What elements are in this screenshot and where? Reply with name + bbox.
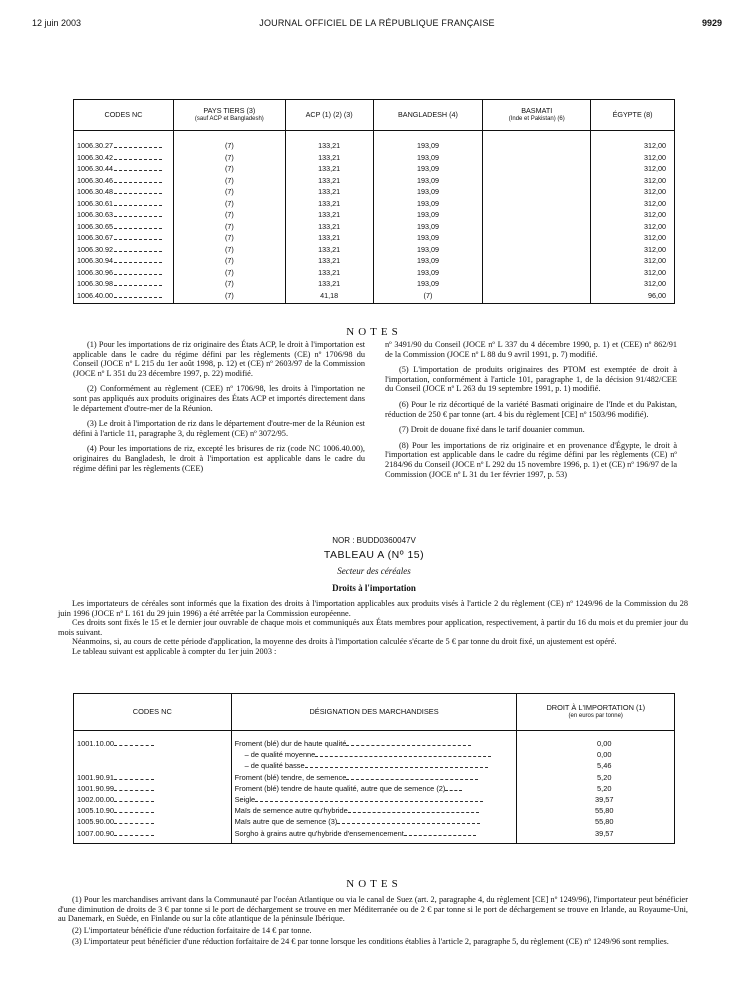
table-row	[74, 163, 675, 175]
value-cell: (7)	[173, 163, 285, 175]
col-egypte: ÉGYPTE (8)	[591, 100, 675, 131]
value-cell: (7)	[173, 186, 285, 198]
table-row	[74, 784, 675, 795]
table-row	[74, 773, 675, 784]
designation-cell: – de qualité moyenne	[231, 750, 517, 761]
leader-dots	[114, 739, 154, 746]
leader-dots	[114, 256, 162, 263]
value-cell: 133,21	[285, 152, 373, 164]
value-cell: 193,09	[373, 186, 483, 198]
page-header	[32, 18, 722, 32]
table-row	[74, 255, 675, 267]
body-paragraph: Néanmoins, si, au cours de cette période d'application, la moyenne des droits à l'importation calculée s'écarte de 5 € par tonne du droit fixé, un ajustement est opéré.	[72, 637, 617, 646]
value-cell: (7)	[173, 209, 285, 221]
value-cell: 312,00	[591, 221, 675, 233]
value-cell: 193,09	[373, 198, 483, 210]
leader-dots	[114, 222, 162, 229]
value-cell: 133,21	[285, 163, 373, 175]
sector-title: Secteur des céréales	[337, 566, 411, 576]
code-cell: 1006.30.42	[74, 152, 174, 164]
duty-cell: 55,80	[517, 806, 675, 817]
designation-cell: – de qualité basse	[231, 761, 517, 772]
value-cell	[483, 152, 591, 164]
note-paragraph: (1) Pour les marchandises arrivant dans la Communauté par l'océan Atlantique ou via le canal de Suez (art. 2, paragraphe 4, du règlement [CE] nº 1249/96), l'importateur peut bénéficier d'une diminution de droits de 3 € par tonne si le port de déchargement se trouve en mer Méditerranée ou de 2 € par tonne si le port de déchargement se trouve en Irlande, au Royaume-Uni, au Danemark, en Suède, en Finlande ou sur la côte atlantique de la péninsule Ibérique.	[58, 895, 688, 923]
code-cell: 1006.30.27	[74, 131, 174, 152]
leader-dots	[346, 739, 470, 746]
note-paragraph: (2) L'importateur bénéficie d'une réduction forfaitaire de 14 € par tonne.	[72, 925, 312, 935]
table-row	[74, 198, 675, 210]
page-number: 9929	[701, 18, 722, 28]
journal-title: JOURNAL OFFICIEL DE LA RÉPUBLIQUE FRANÇAISE	[259, 18, 495, 28]
notes-left-column	[73, 340, 365, 479]
code-cell: 1006.30.61	[74, 198, 174, 210]
leader-dots	[445, 784, 462, 791]
code-cell: 1006.30.98	[74, 278, 174, 290]
value-cell: (7)	[173, 152, 285, 164]
value-cell: 312,00	[591, 255, 675, 267]
code-cell: 1005.10.90	[74, 806, 232, 817]
code-cell: 1006.30.65	[74, 221, 174, 233]
value-cell: (7)	[173, 198, 285, 210]
code-cell: 1001.90.99	[74, 784, 232, 795]
note-paragraph: (6) Pour le riz décortiqué de la variété Basmati originaire de l'Inde et du Pakistan, réduction de 250 € par tonne (art. 4 bis du règlement [CE] nº 1503/96 modifié).	[385, 399, 677, 419]
notes2-title: NOTES	[346, 878, 402, 890]
leader-dots	[114, 153, 162, 160]
note-paragraph: (1) Pour les importations de riz originaire des États ACP, le droit à l'importation est applicable dans le cadre du régime défini par les règlements (CE) nº 1706/98 du Conseil (JOCE nº L 215 du 1er août 1998, p. 12) et (CE) nº 2603/97 de la Commission (JOCE nº L 351 du 23 décembre 1997, p. 22) modifié.	[73, 340, 365, 378]
leader-dots	[114, 199, 162, 206]
leader-dots	[114, 279, 162, 286]
code-cell: 1001.90.91	[74, 773, 232, 784]
col-pays-tiers: PAYS TIERS (3) (sauf ACP et Bangladesh)	[173, 100, 285, 131]
table-row	[74, 806, 675, 817]
code-cell: 1002.00.00	[74, 795, 232, 806]
duty-cell: 39,57	[517, 795, 675, 806]
code-cell: 1006.30.44	[74, 163, 174, 175]
value-cell: 193,09	[373, 163, 483, 175]
duty-cell: 5,46	[517, 761, 675, 772]
code-cell: 1006.30.48	[74, 186, 174, 198]
table-row	[74, 209, 675, 221]
leader-dots	[114, 176, 162, 183]
note-paragraph: (4) Pour les importations de riz, excepté les brisures de riz (code NC 1006.40.00), originaires du Bangladesh, le droit à l'importation est applicable dans le cadre du régime défini par les règlements (CEE)	[73, 444, 365, 473]
value-cell: 312,00	[591, 244, 675, 256]
value-cell: (7)	[173, 255, 285, 267]
col-designation: DÉSIGNATION DES MARCHANDISES	[231, 694, 517, 731]
col-bangladesh: BANGLADESH (4)	[373, 100, 483, 131]
table-row	[74, 829, 675, 844]
value-cell	[483, 131, 591, 152]
value-cell: 193,09	[373, 232, 483, 244]
value-cell	[483, 255, 591, 267]
duty-cell: 0,00	[517, 750, 675, 761]
leader-dots	[348, 806, 480, 813]
designation-cell: Froment (blé) tendre, de semence	[231, 773, 517, 784]
value-cell: 193,09	[373, 209, 483, 221]
note-paragraph: (2) Conformément au règlement (CEE) nº 1706/98, les droits à l'importation ne sont pas appliqués aux produits originaires des États ACP et importés directement dans le département d'outre-mer de la Réunion.	[73, 384, 365, 413]
value-cell: 133,21	[285, 175, 373, 187]
table-row	[74, 186, 675, 198]
table-row	[74, 175, 675, 187]
col-droit: DROIT À L'IMPORTATION (1) (en euros par tonne)	[517, 694, 675, 731]
value-cell: (7)	[173, 290, 285, 304]
leader-dots	[114, 164, 162, 171]
duty-cell: 5,20	[517, 773, 675, 784]
value-cell	[483, 267, 591, 279]
table-row	[74, 750, 675, 761]
value-cell: 312,00	[591, 278, 675, 290]
duty-cell: 0,00	[517, 731, 675, 751]
table-row	[74, 731, 675, 751]
value-cell	[483, 290, 591, 304]
value-cell: 133,21	[285, 278, 373, 290]
note-paragraph: (3) L'importateur peut bénéficier d'une réduction forfaitaire de 24 € par tonne lorsque les conditions établies à l'article 2, paragraphe 5, du règlement (CE) nº 1249/96 sont remplies.	[72, 937, 669, 946]
value-cell	[483, 175, 591, 187]
value-cell: (7)	[173, 221, 285, 233]
value-cell	[483, 244, 591, 256]
import-duties-title: Droits à l'importation	[332, 583, 416, 593]
code-cell: 1007.00.90	[74, 829, 232, 844]
designation-cell: Maïs de semence autre qu'hybride	[231, 806, 517, 817]
leader-dots	[114, 795, 154, 802]
code-cell: 1006.30.96	[74, 267, 174, 279]
notes2-body	[58, 895, 688, 949]
value-cell: 96,00	[591, 290, 675, 304]
value-cell: 312,00	[591, 198, 675, 210]
value-cell: 133,21	[285, 198, 373, 210]
value-cell: (7)	[373, 290, 483, 304]
value-cell	[483, 232, 591, 244]
table-row	[74, 290, 675, 304]
value-cell	[483, 209, 591, 221]
note-paragraph: (7) Droit de douane fixé dans le tarif douanier commun.	[399, 425, 585, 435]
leader-dots	[255, 795, 483, 802]
code-cell: 1006.30.92	[74, 244, 174, 256]
table-header-row	[74, 100, 675, 131]
code-cell: 1006.30.63	[74, 209, 174, 221]
leader-dots	[337, 817, 480, 824]
value-cell: 193,09	[373, 255, 483, 267]
code-cell: 1006.30.67	[74, 232, 174, 244]
code-cell: 1005.90.00	[74, 817, 232, 828]
designation-cell: Seigle	[231, 795, 517, 806]
value-cell: 133,21	[285, 267, 373, 279]
code-cell	[74, 761, 232, 772]
note-paragraph: (8) Pour les importations de riz originaire et en provenance d'Égypte, le droit à l'importation est applicable dans le cadre du régime défini par les règlements (CE) nº 2184/96 du Conseil (JOCE nº L 292 du 15 novembre 1996, p. 1) et (CE) nº 196/97 de la Commission (JOCE nº L 31 du 1er février 1997, p. 53)	[385, 440, 677, 479]
rice-duties-table	[73, 99, 675, 304]
leader-dots	[114, 233, 162, 240]
table-row	[74, 817, 675, 828]
value-cell: 193,09	[373, 244, 483, 256]
table-row	[74, 152, 675, 164]
code-cell	[74, 750, 232, 761]
header-date: 12 juin 2003	[32, 18, 82, 28]
duty-cell: 5,20	[517, 784, 675, 795]
value-cell: 193,09	[373, 267, 483, 279]
col-codes-nc: CODES NC	[74, 694, 232, 731]
value-cell: (7)	[173, 232, 285, 244]
note-paragraph: (5) L'importation de produits originaires des PTOM est exemptée de droit à l'importation, conformément à l'article 101, paragraphe 1, de la décision 91/482/CEE du Conseil (JOCE nº L 263 du 19 septembre 1991, p. 1) modifié.	[385, 365, 677, 394]
value-cell: 312,00	[591, 163, 675, 175]
leader-dots	[404, 829, 476, 836]
value-cell: 193,09	[373, 152, 483, 164]
leader-dots	[114, 268, 162, 275]
value-cell: 133,21	[285, 209, 373, 221]
leader-dots	[114, 245, 162, 252]
body-paragraph: Ces droits sont fixés le 15 et le dernier jour ouvrable de chaque mois et communiqués aux États membres pour application, respectivement, à partir du 16 du mois et du premier jour du mois suivant.	[58, 618, 688, 637]
body-paragraph: Les importateurs de céréales sont informés que la fixation des droits à l'importation applicables aux produits visés à l'article 2 du règlement (CE) nº 1249/96 de la Commission du 28 juin 1996 (JOCE nº L 161 du 29 juin 1996) a été arrêtée par la Commission européenne.	[58, 599, 688, 618]
cereal-duties-table	[73, 693, 675, 844]
note-paragraph: nº 3491/90 du Conseil (JOCE nº L 337 du 4 décembre 1990, p. 1) et (CEE) nº 862/91 de la Commission (JOCE nº L 88 du 9 avril 1991, p. 7) modifié.	[385, 340, 677, 359]
value-cell: 312,00	[591, 209, 675, 221]
value-cell: 312,00	[591, 131, 675, 152]
value-cell: 133,21	[285, 221, 373, 233]
body-paragraph: Le tableau suivant est applicable à compter du 1er juin 2003 :	[72, 646, 277, 656]
designation-cell: Sorgho à grains autre qu'hybride d'ensemencement	[231, 829, 517, 844]
leader-dots	[114, 817, 154, 824]
value-cell: 312,00	[591, 232, 675, 244]
designation-cell: Maïs autre que de semence (3)	[231, 817, 517, 828]
value-cell	[483, 278, 591, 290]
code-cell: 1001.10.00	[74, 731, 232, 751]
value-cell: 312,00	[591, 175, 675, 187]
leader-dots	[114, 141, 162, 148]
leader-dots	[114, 784, 154, 791]
value-cell	[483, 163, 591, 175]
value-cell: (7)	[173, 244, 285, 256]
table-row	[74, 761, 675, 772]
leader-dots	[315, 750, 491, 757]
table-row	[74, 267, 675, 279]
duty-cell: 55,80	[517, 817, 675, 828]
col-basmati: BASMATI (Inde et Pakistan) (6)	[483, 100, 591, 131]
nor-reference: NOR : BUDD0360047V	[332, 536, 416, 545]
code-cell: 1006.30.94	[74, 255, 174, 267]
section-body	[58, 599, 688, 656]
value-cell: 193,09	[373, 175, 483, 187]
value-cell: 133,21	[285, 255, 373, 267]
table-a-title: TABLEAU A (Nº 15)	[323, 549, 425, 561]
notes-title: NOTES	[346, 326, 402, 338]
value-cell: 193,09	[373, 221, 483, 233]
value-cell: 41,18	[285, 290, 373, 304]
table-row	[74, 244, 675, 256]
table-row	[74, 232, 675, 244]
value-cell: 133,21	[285, 244, 373, 256]
value-cell	[483, 198, 591, 210]
value-cell: 312,00	[591, 186, 675, 198]
leader-dots	[114, 210, 162, 217]
value-cell: (7)	[173, 175, 285, 187]
leader-dots	[114, 773, 154, 780]
col-codes-nc: CODES NC	[74, 100, 174, 131]
leader-dots	[114, 187, 162, 194]
leader-dots	[114, 806, 154, 813]
value-cell: 312,00	[591, 152, 675, 164]
value-cell: 193,09	[373, 278, 483, 290]
code-cell: 1006.40.00	[74, 290, 174, 304]
value-cell: (7)	[173, 131, 285, 152]
duty-cell: 39,57	[517, 829, 675, 844]
value-cell	[483, 221, 591, 233]
leader-dots	[346, 773, 478, 780]
col-acp: ACP (1) (2) (3)	[285, 100, 373, 131]
table-row	[74, 795, 675, 806]
value-cell: 133,21	[285, 186, 373, 198]
table-row	[74, 131, 675, 152]
value-cell: 312,00	[591, 267, 675, 279]
value-cell: (7)	[173, 267, 285, 279]
leader-dots	[305, 761, 488, 768]
value-cell: 193,09	[373, 131, 483, 152]
designation-cell: Froment (blé) tendre de haute qualité, autre que de semence (2)	[231, 784, 517, 795]
leader-dots	[114, 829, 154, 836]
value-cell: 133,21	[285, 232, 373, 244]
value-cell	[483, 186, 591, 198]
code-cell: 1006.30.46	[74, 175, 174, 187]
table-header-row	[74, 694, 675, 731]
value-cell: 133,21	[285, 131, 373, 152]
table-row	[74, 278, 675, 290]
note-paragraph: (3) Le droit à l'importation de riz dans le département d'outre-mer de la Réunion est défini à l'article 11, paragraphe 3, du règlement (CE) nº 3072/95.	[73, 419, 365, 438]
table-row	[74, 221, 675, 233]
value-cell: (7)	[173, 278, 285, 290]
notes-right-column	[385, 340, 677, 485]
designation-cell: Froment (blé) dur de haute qualité	[231, 731, 517, 751]
leader-dots	[114, 291, 162, 298]
